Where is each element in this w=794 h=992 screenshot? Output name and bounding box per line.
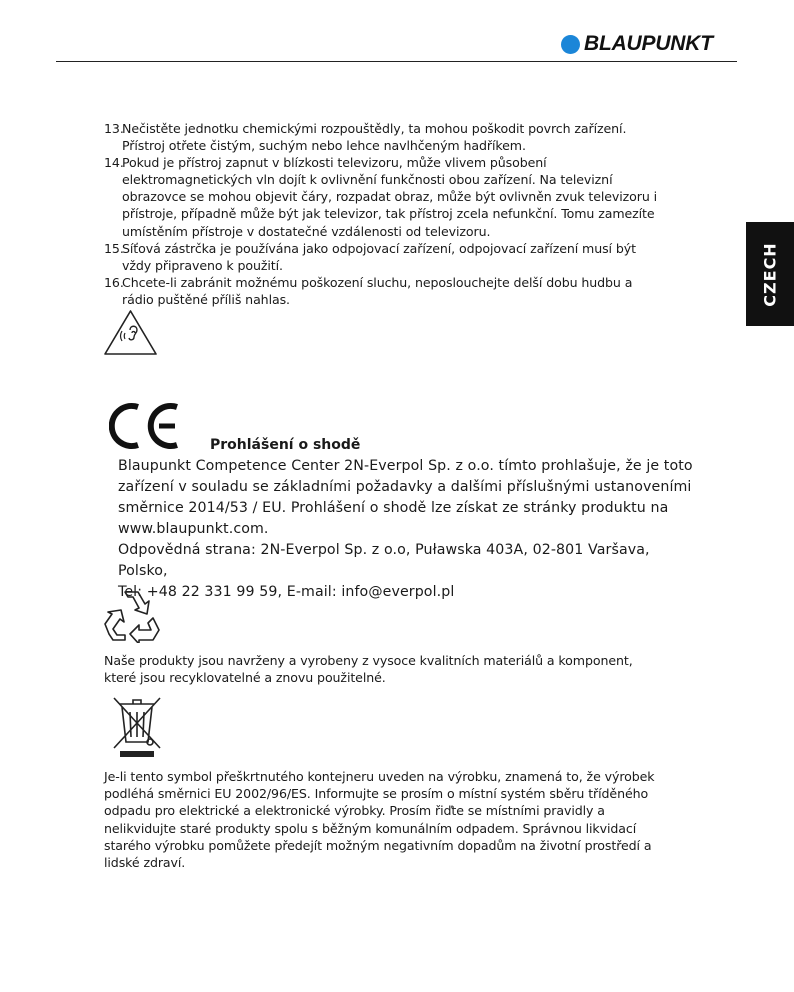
weee-line: podléhá směrnici EU 2002/96/ES. Informujte se prosím o místní systém sběru tříděného xyxy=(104,786,649,802)
weee-crossed-bin-icon xyxy=(106,692,168,758)
brand-logo-dot xyxy=(561,35,580,54)
item-line: Nečistěte jednotku chemickými rozpouštědly, ta mohou poškodit povrch zařízení. xyxy=(122,121,627,136)
item-line: umístěním přístroje v dostatečné vzdálenosti od televizoru. xyxy=(122,223,491,239)
list-item xyxy=(104,240,694,274)
item-number: 16. xyxy=(104,274,124,290)
item-line: Síťová zástrčka je používána jako odpojovací zařízení, odpojovací zařízení musí být xyxy=(122,240,636,256)
item-line: rádio puštěné příliš nahlas. xyxy=(122,291,290,307)
recycling-line: Naše produkty jsou navrženy a vyrobeny z vysoce kvalitních materiálů a komponent, xyxy=(104,653,633,668)
weee-line: nelikvidujte staré produkty spolu s běžným komunálním odpadem. Správnou likvidací xyxy=(104,820,637,836)
weee-line: odpadu pro elektrické a elektronické výrobky. Prosím řiďte se místními pravidly a xyxy=(104,803,605,819)
language-tab xyxy=(746,222,794,326)
item-line: Pokud je přístroj zapnut v blízkosti televizoru, může vlivem působení xyxy=(122,155,547,171)
brand-logo-text: BLAUPUNKT xyxy=(584,32,713,55)
declaration-line: Tel: +48 22 331 99 59, E-mail: info@everpol.pl xyxy=(118,584,455,600)
list-item xyxy=(104,274,694,308)
weee-line: Je-li tento symbol přeškrtnutého kontejneru uveden na výrobku, znamená to, že výrobek xyxy=(104,769,655,784)
item-number: 14. xyxy=(104,155,124,171)
recycling-line: které jsou recyklovatelné a znovu použitelné. xyxy=(104,670,386,685)
ce-mark-icon xyxy=(109,401,185,451)
declaration-line: www.blaupunkt.com. xyxy=(118,521,269,537)
item-line: Přístroj otřete čistým, suchým nebo lehce navlhčeným hadříkem. xyxy=(122,138,526,154)
declaration-text xyxy=(118,456,698,603)
list-item xyxy=(104,120,694,154)
list-item xyxy=(104,154,694,239)
declaration-line: směrnice 2014/53 / EU. Prohlášení o shodě lze získat ze stránky produktu na xyxy=(118,500,669,516)
header-rule xyxy=(56,61,737,62)
item-line: přístroje, případně může být jak televizor, tak přístroj zcela nefunkční. Tomu zamezíte xyxy=(122,206,655,222)
item-line: vždy připraveno k použití. xyxy=(122,257,283,273)
item-line: Chcete-li zabránit možnému poškození sluchu, neposlouchejte delší dobu hudbu a xyxy=(122,274,633,290)
declaration-title: Prohlášení o shodě xyxy=(210,437,361,453)
recycle-icon xyxy=(103,588,160,643)
item-number: 13. xyxy=(104,121,124,136)
weee-text xyxy=(104,768,694,871)
weee-line: starého výrobku pomůžete předejít možným negativním dopadům na životní prostředí a xyxy=(104,837,652,853)
hearing-warning-icon xyxy=(103,309,158,356)
item-line: obrazovce se mohou objevit čáry, rozpadat obraz, může být ovlivněn zvuk televizoru i xyxy=(122,189,658,205)
recycling-text xyxy=(104,652,694,686)
declaration-line: zařízení v souladu se základními požadavky a dalšími příslušnými ustanoveními xyxy=(118,479,692,495)
brand-logo xyxy=(561,33,713,55)
item-number: 15. xyxy=(104,240,124,256)
language-tab-label: CZECH xyxy=(760,241,780,307)
declaration-line: Odpovědná strana: 2N-Everpol Sp. z o.o, Puławska 403A, 02-801 Varšava, Polsko, xyxy=(118,542,650,579)
weee-line: lidské zdraví. xyxy=(104,855,186,871)
safety-list xyxy=(104,120,694,308)
item-line: elektromagnetických vln dojít k ovlivnění funkčnosti obou zařízení. Na televizní xyxy=(122,172,613,188)
declaration-line: Blaupunkt Competence Center 2N-Everpol Sp. z o.o. tímto prohlašuje, že je toto xyxy=(118,458,693,474)
